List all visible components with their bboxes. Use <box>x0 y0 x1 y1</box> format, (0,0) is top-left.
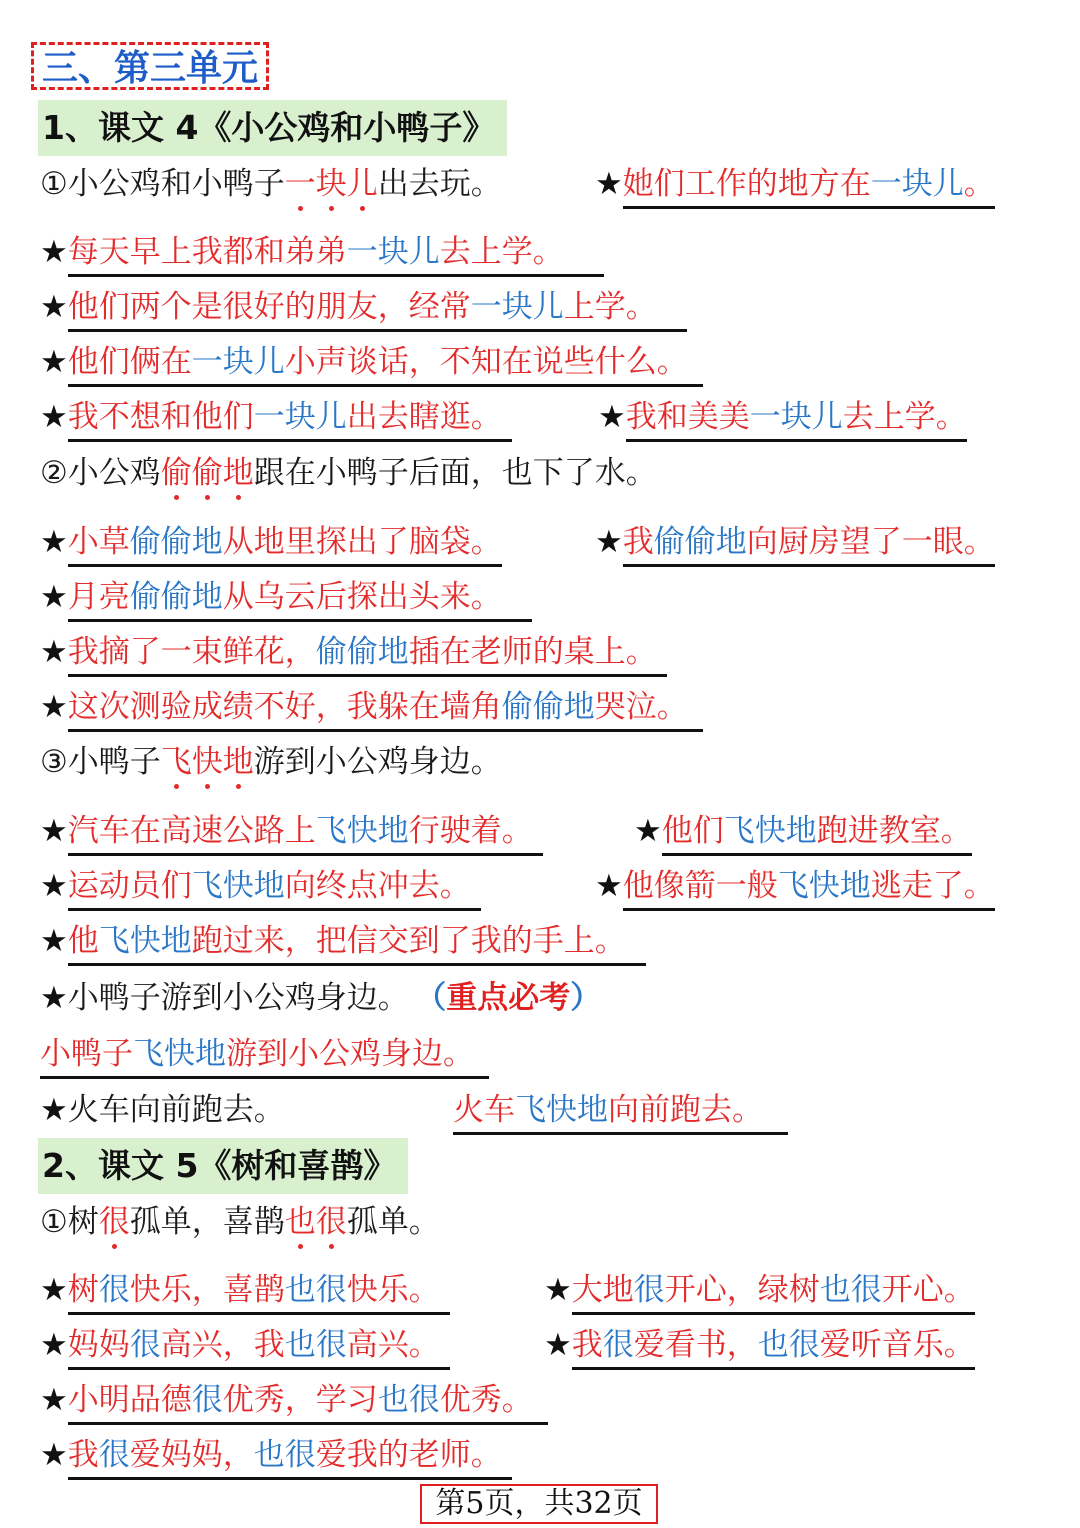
sentence-1: ①树很孤单，喜鹊也很孤单。 <box>40 1204 440 1240</box>
example-line: ★小明品德很优秀，学习也很优秀。 <box>40 1380 548 1420</box>
example-line: ★我很爱妈妈，也很爱我的老师。 <box>40 1435 512 1475</box>
example-line: ★他飞快地跑过来，把信交到了我的手上。 <box>40 921 646 961</box>
example-line: ★汽车在高速公路上飞快地行驶着。 <box>40 811 543 851</box>
example-line: ★每天早上我都和弟弟一块儿去上学。 <box>40 232 604 272</box>
example-line: ★我和美美一块儿去上学。 <box>598 397 967 437</box>
example-line: ★这次测验成绩不好，我躲在墙角偷偷地哭泣。 <box>40 687 703 727</box>
lesson-title-1: 1、课文 4《小公鸡和小鸭子》 <box>38 100 507 156</box>
exercise-prompt: ★小鸭子游到小公鸡身边。 （重点必考） <box>40 980 602 1016</box>
lesson-title-2: 2、课文 5《树和喜鹊》 <box>38 1138 408 1194</box>
exercise-answer: 火车飞快地向前跑去。 <box>453 1090 788 1130</box>
page-number: 第5页，共32页 <box>420 1484 658 1524</box>
sentence-3: ③小鸭子飞快地游到小公鸡身边。 <box>40 744 502 780</box>
example-line: ★我很爱看书，也很爱听音乐。 <box>544 1325 975 1365</box>
example-line: ★小草偷偷地从地里探出了脑袋。 <box>40 522 502 562</box>
example-line: ★他们两个是很好的朋友，经常一块儿上学。 <box>40 287 687 327</box>
unit-title: 三、第三单元 <box>31 42 269 90</box>
example-line: ★他们飞快地跑进教室。 <box>634 811 972 851</box>
example-line: ★他们俩在一块儿小声谈话，不知在说些什么。 <box>40 342 703 382</box>
example-line: ★运动员们飞快地向终点冲去。 <box>40 866 481 906</box>
example-line: ★我摘了一束鲜花，偷偷地插在老师的桌上。 <box>40 632 667 672</box>
example-line: ★他像箭一般飞快地逃走了。 <box>595 866 995 906</box>
example-line: ★我不想和他们一块儿出去瞎逛。 <box>40 397 512 437</box>
exercise-answer: 小鸭子飞快地游到小公鸡身边。 <box>40 1034 489 1074</box>
sentence-1: ①小公鸡和小鸭子一块儿出去玩。 <box>40 166 502 202</box>
sentence-2: ②小公鸡偷偷地跟在小鸭子后面，也下了水。 <box>40 455 657 491</box>
example-line: ★树很快乐，喜鹊也很快乐。 <box>40 1270 450 1310</box>
example-line: ★妈妈很高兴，我也很高兴。 <box>40 1325 450 1365</box>
example-line: ★月亮偷偷地从乌云后探出头来。 <box>40 577 532 617</box>
example-line: ★她们工作的地方在一块儿。 <box>595 164 995 204</box>
exercise-prompt: ★火车向前跑去。 <box>40 1092 285 1128</box>
example-line: ★我偷偷地向厨房望了一眼。 <box>595 522 995 562</box>
example-line: ★大地很开心，绿树也很开心。 <box>544 1270 975 1310</box>
